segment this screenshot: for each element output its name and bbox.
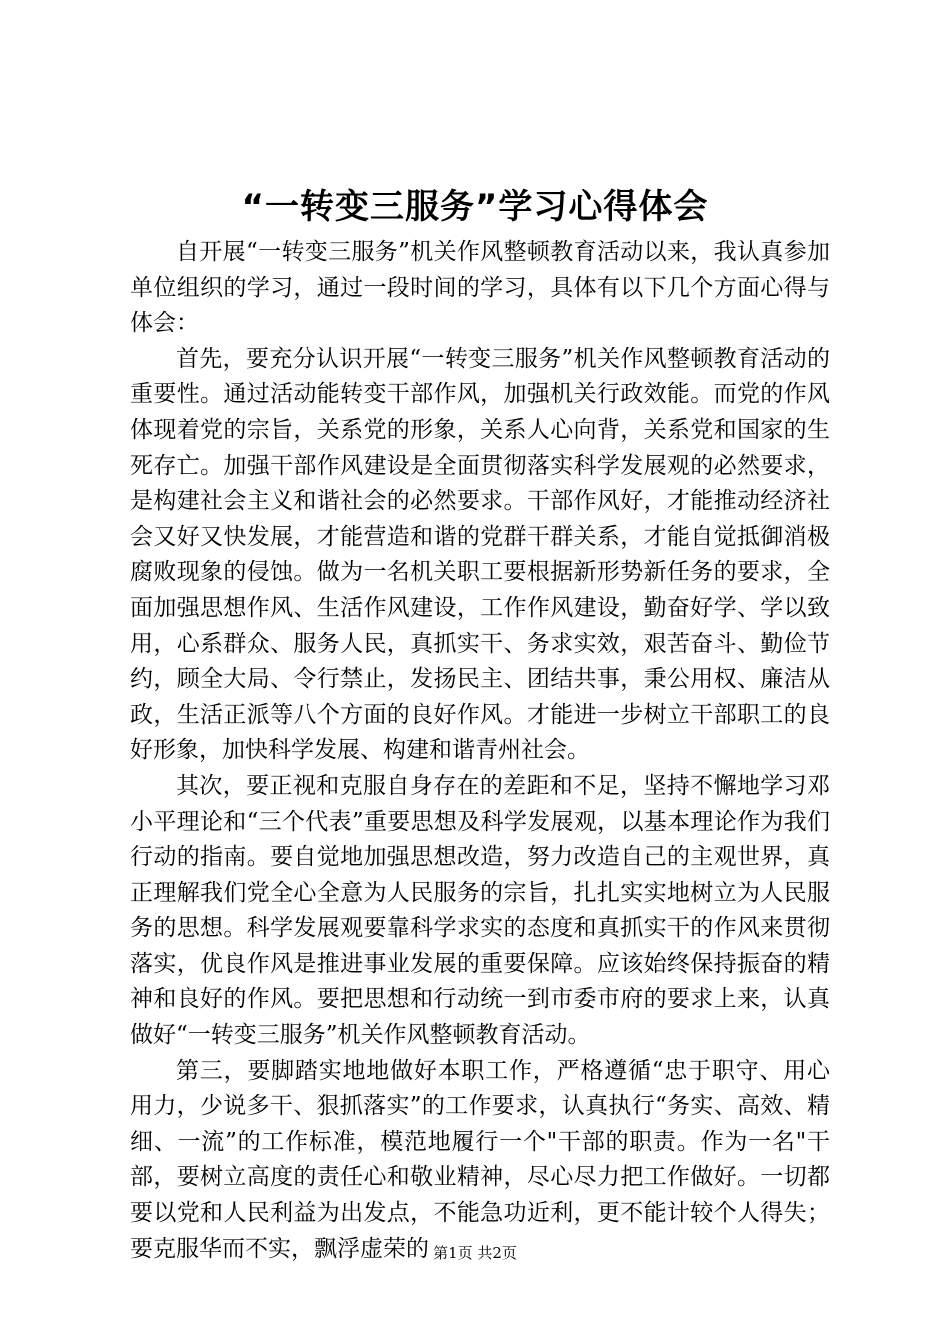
paragraph-third: 第三，要脚踏实地地做好本职工作，严格遵循“忠于职守、用心用力，少说多干、狠抓落实”的工作要求，认真执行“务实、高效、精细、一流”的工作标准，模范地履行一个"干部的职责。作为一名"干部，要树立高度的责任心和敬业精神，尽心尽力把工作做好。一切都要以党和人民利益为出发点，不能急功近利，更不能计较个人得失；要克服华而不实，飘浮虚荣的 bbox=[130, 1057, 830, 1262]
page-footer: 第1页 共2页 bbox=[433, 1244, 517, 1262]
paragraph-first: 首先，要充分认识开展“一转变三服务”机关作风整顿教育活动的重要性。通过活动能转变干部作风，加强机关行政效能。而党的作风体现着党的宗旨，关系党的形象，关系人心向背，关系党和国家的生死存亡。加强干部作风建设是全面贯彻落实科学发展观的必然要求，是构建社会主义和谐社会的必然要求。干部作风好，才能推动经济社会又好又快发展，才能营造和谐的党群干群关系，才能自觉抵御消极腐败现象的侵蚀。做为一名机关职工要根据新形势新任务的要求，全面加强思想作风、生活作风建设，工作作风建设，勤奋好学、学以致用，心系群众、服务人民，真抓实干、务求实效，艰苦奋斗、勤俭节约，顾全大局、令行禁止，发扬民主、团结共事，秉公用权、廉洁从政，生活正派等八个方面的良好作风。才能进一步树立干部职工的良好形象，加快科学发展、构建和谐青州社会。 bbox=[130, 345, 830, 764]
document-title: “一转变三服务”学习心得体会 bbox=[241, 187, 709, 227]
document-body bbox=[130, 235, 830, 1267]
paragraph-second: 其次，要正视和克服自身存在的差距和不足，坚持不懈地学习邓小平理论和“三个代表”重要思想及科学发展观，以基本理论作为我们行动的指南。要自觉地加强思想改造，努力改造自己的主观世界，真正理解我们党全心全意为人民服务的宗旨，扎扎实实地树立为人民服务的思想。科学发展观要靠科学求实的态度和真抓实干的作风来贯彻落实，优良作风是推进事业发展的重要保障。应该始终保持振奋的精神和良好的作风。要把思想和行动统一到市委市府的要求上来，认真做好“一转变三服务”机关作风整顿教育活动。 bbox=[130, 772, 830, 1049]
paragraph-intro: 自开展“一转变三服务”机关作风整顿教育活动以来，我认真参加单位组织的学习，通过一段时间的学习，具体有以下几个方面心得与体会： bbox=[130, 239, 830, 337]
